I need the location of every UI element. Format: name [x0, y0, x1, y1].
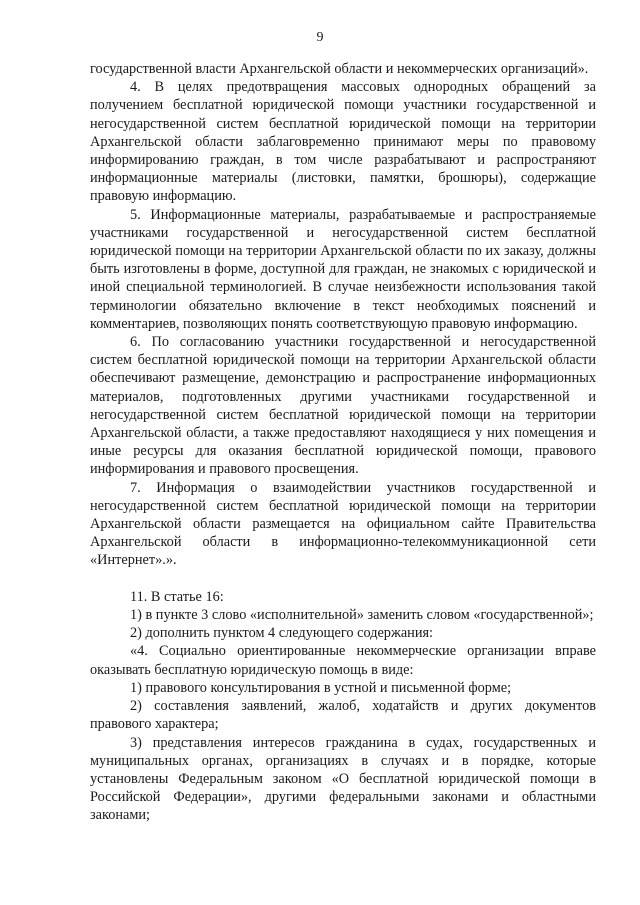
paragraph-continuation: государственной власти Архангельской области и некоммерческих организаций».	[90, 61, 589, 77]
paragraph-gap	[90, 570, 596, 588]
paragraph-item-5: 5. Информационные материалы, разрабатываемые и распространяемые участниками государственной и негосударственной систем бесплатной юридической помощи на территории Архангельской области по их заказу, должны быть изготовлены в форме, доступной для граждан, не знакомых с юридической и иной специальной терминологией. В случае неизбежности использования такой терминологии обязательно включение в текст необходимых пояснений и комментариев, позволяющих понять соответствующую правовую информацию.	[90, 206, 596, 332]
page-number: 9	[316, 30, 324, 45]
clause-4-subitem-2: 2) составления заявлений, жалоб, ходатайств и других документов правового характера;	[90, 698, 596, 733]
amendment-item-2: 2) дополнить пунктом 4 следующего содержания:	[130, 625, 434, 642]
paragraph-item-6: 6. По согласованию участники государственной и негосударственной систем бесплатной юридической помощи на территории Архангельской области обеспечивают размещение, демонстрацию и распространение информационных материалов, подготовленных другими участниками государственной и негосударственной систем бесплатной юридической помощи на территории Архангельской области, а также предоставляют находящиеся у них помещения и иные ресурсы для оказания бесплатной юридической помощи, правового информирования и правового просвещения.	[90, 334, 596, 478]
section-11-heading: 11. В статье 16:	[130, 588, 224, 605]
amendment-item-1: 1) в пункте 3 слово «исполнительной» заменить словом «государственной»;	[130, 607, 594, 624]
clause-4-subitem-1: 1) правового консультирования в устной и письменной форме;	[130, 679, 512, 696]
paragraph-item-4: 4. В целях предотвращения массовых однородных обращений за получением бесплатной юридической помощи участники государственной и негосударственной систем бесплатной юридической помощи на территории Архангельской области заблаговременно принимают меры по правовому информированию граждан, в том числе разрабатывают и распространяют информационные материалы (листовки, памятки, брошюры), содержащие правовую информацию.	[90, 79, 596, 205]
paragraph-item-7: 7. Информация о взаимодействии участников государственной и негосударственной систем бесплатной юридической помощи на территории Архангельской области размещается на официальном сайте Правительства Архангельской области в информационно-телекоммуникационной сети «Интернет».».	[90, 479, 596, 569]
document-body	[90, 60, 596, 825]
clause-4-subitem-3: 3) представления интересов гражданина в судах, государственных и муниципальных органах, организациях в случаях и в порядке, которые установлены Федеральным законом «О бесплатной юридической помощи в Российской Федерации», другими федеральными законами и областными законами;	[90, 734, 596, 824]
new-clause-4: «4. Социально ориентированные некоммерческие организации вправе оказывать бесплатную юридическую помощь в виде:	[90, 643, 596, 678]
